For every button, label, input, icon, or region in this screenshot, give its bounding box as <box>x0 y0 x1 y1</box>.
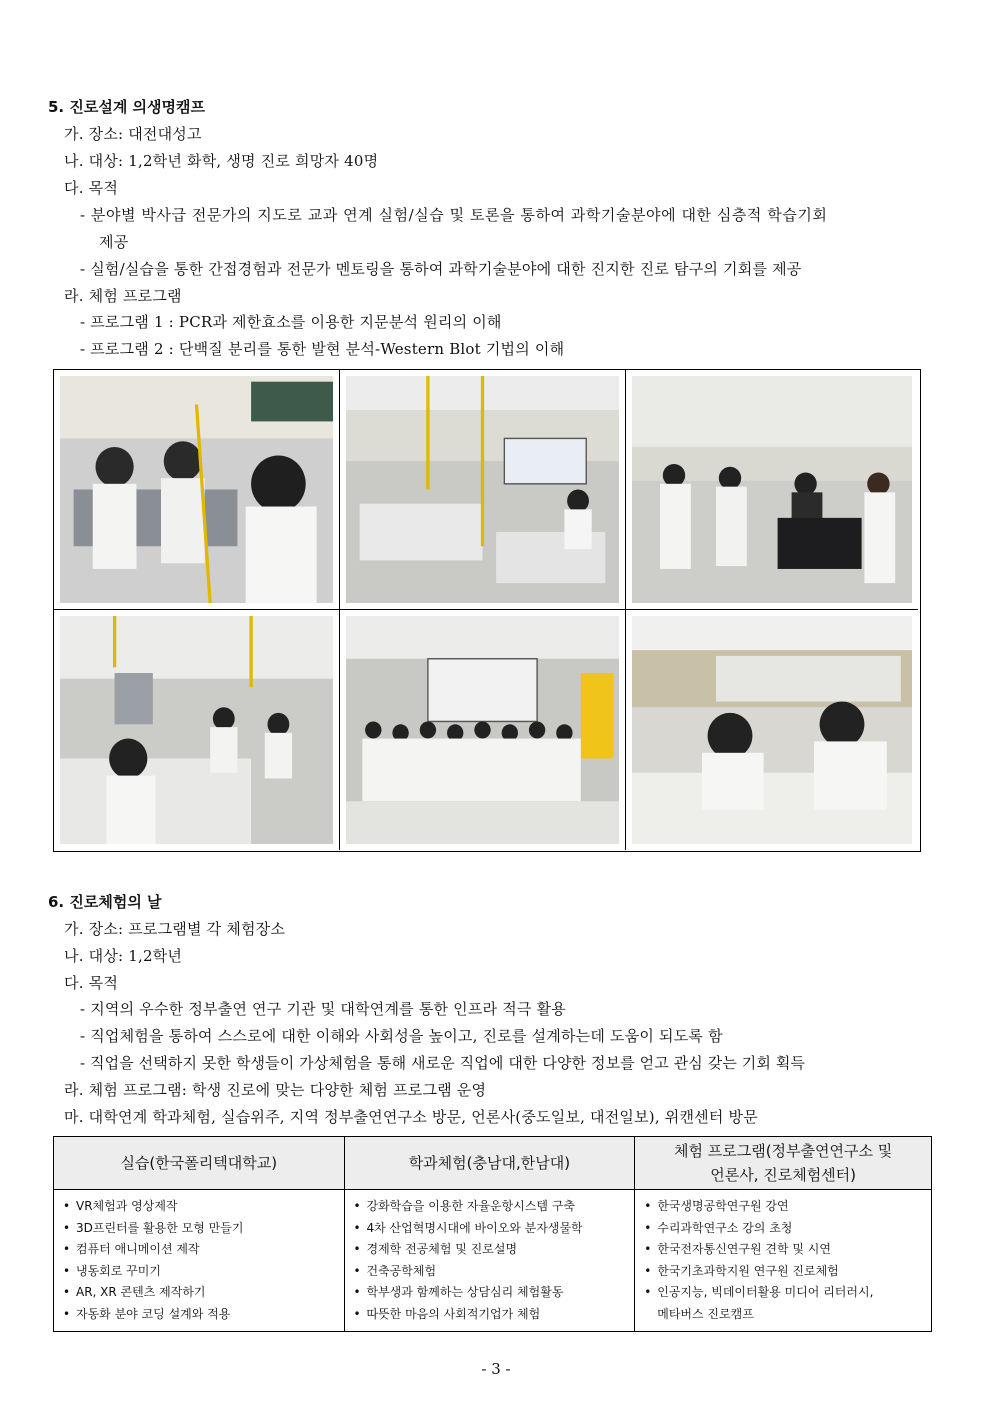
photo-grid <box>53 369 921 852</box>
section5-program-item: - 프로그램 2 : 단백질 분리를 통한 발현 분석-Western Blot 기법의 이해 <box>80 340 565 358</box>
list-item-line: 메타버스 진로캠프 <box>657 1306 754 1321</box>
section6-purpose-heading: 다. 목적 <box>64 974 119 992</box>
lab-class-photo-icon <box>60 376 333 603</box>
section5-purpose-item: - 실험/실습을 통한 간접경험과 전문가 멘토링을 통하여 과학기술분야에 대한 진지한 진로 탐구의 기회를 제공 <box>80 260 802 278</box>
photo-1 <box>54 370 340 610</box>
list-item <box>657 1282 925 1325</box>
section5-target: 나. 대상: 1,2학년 화학, 생명 진로 희망자 40명 <box>64 152 379 170</box>
list-item: • 컴퓨터 애니메이션 제작 <box>76 1239 338 1261</box>
list-item: • 냉동회로 꾸미기 <box>76 1261 338 1283</box>
list-item-line: • 인공지능, 빅데이터활용 미디어 리터러시, <box>657 1285 874 1299</box>
list-item: • 학부생과 함께하는 상담심리 체험활동 <box>367 1282 629 1304</box>
table-header-line: 언론사, 진로체험센터) <box>710 1166 857 1184</box>
photo-5 <box>340 610 626 850</box>
table-cell <box>635 1190 932 1332</box>
list-item: • 3D프린터를 활용한 모형 만들기 <box>76 1218 338 1240</box>
photo-3 <box>626 370 918 610</box>
table-cell <box>54 1190 345 1332</box>
photo-2 <box>340 370 626 610</box>
section6-target: 나. 대상: 1,2학년 <box>64 947 183 965</box>
table-cell <box>344 1190 635 1332</box>
section5-purpose-item: - 분야별 박사급 전문가의 지도로 교과 연계 실험/실습 및 토론을 통하여 과학기술분야에 대한 심층적 학습기회 <box>80 206 828 224</box>
program-table <box>53 1136 932 1332</box>
section6-place: 가. 장소: 프로그램별 각 체험장소 <box>64 920 286 938</box>
list-item: • 건축공학체험 <box>367 1261 629 1283</box>
list-item: • 한국기초과학지원 연구원 진로체험 <box>657 1261 925 1283</box>
section5-program-item: - 프로그램 1 : PCR과 제한효소를 이용한 지문분석 원리의 이해 <box>80 313 502 331</box>
photo-6 <box>626 610 918 850</box>
section6-title: 6. 진로체험의 날 <box>48 893 162 911</box>
section6-program: 라. 체험 프로그램: 학생 진로에 맞는 다양한 체험 프로그램 운영 <box>64 1081 487 1099</box>
photo-4 <box>54 610 340 850</box>
section6-visits: 마. 대학연계 학과체험, 실습위주, 지역 정부출연연구소 방문, 언론사(중도일보, 대전일보), 위캔센터 방문 <box>64 1108 758 1126</box>
section6-purpose-item: - 직업체험을 통하여 스스로에 대한 이해와 사회성을 높이고, 진로를 설계하는데 도움이 되도록 함 <box>80 1027 723 1045</box>
list-item: • 4차 산업혁명시대에 바이오와 분자생물학 <box>367 1218 629 1240</box>
list-item: • 한국전자통신연구원 견학 및 시연 <box>657 1239 925 1261</box>
table-header: 학과체험(충남대,한남대) <box>344 1137 635 1190</box>
section5-program-heading: 라. 체험 프로그램 <box>64 287 182 305</box>
list-item: • AR, XR 콘텐츠 제작하기 <box>76 1282 338 1304</box>
section6-purpose-item: - 지역의 우수한 정부출연 연구 기관 및 대학연계를 통한 인프라 적극 활용 <box>80 1000 566 1018</box>
list-item: • 경제학 전공체험 및 진로설명 <box>367 1239 629 1261</box>
table-header: 실습(한국폴리텍대학교) <box>54 1137 345 1190</box>
lab-class-photo-icon <box>346 616 619 844</box>
list-item: • 따뜻한 마음의 사회적기업가 체험 <box>367 1304 629 1326</box>
list-item: • VR체험과 영상제작 <box>76 1196 338 1218</box>
section6-purpose-item: - 직업을 선택하지 못한 학생들이 가상체험을 통해 새로운 직업에 대한 다양한 정보를 얻고 관심 갖는 기회 획득 <box>80 1054 806 1072</box>
lab-class-photo-icon <box>346 376 619 603</box>
lab-class-photo-icon <box>60 616 333 844</box>
list-item: • 자동화 분야 코딩 설계와 적용 <box>76 1304 338 1326</box>
section5-purpose-item-cont: 제공 <box>99 233 129 251</box>
table-header <box>635 1137 932 1190</box>
section5-title: 5. 진로설계 의생명캠프 <box>48 98 205 116</box>
page-number: - 3 - <box>481 1360 511 1378</box>
list-item: • 한국생명공학연구원 강연 <box>657 1196 925 1218</box>
table-header-line: 체험 프로그램(정부출연연구소 및 <box>674 1142 893 1160</box>
section5-purpose-heading: 다. 목적 <box>64 179 119 197</box>
list-item: • 강화학습을 이용한 자율운항시스템 구축 <box>367 1196 629 1218</box>
list-item: • 수리과학연구소 강의 초청 <box>657 1218 925 1240</box>
lab-class-photo-icon <box>632 616 912 844</box>
section5-place: 가. 장소: 대전대성고 <box>64 125 202 143</box>
lab-class-photo-icon <box>632 376 912 603</box>
